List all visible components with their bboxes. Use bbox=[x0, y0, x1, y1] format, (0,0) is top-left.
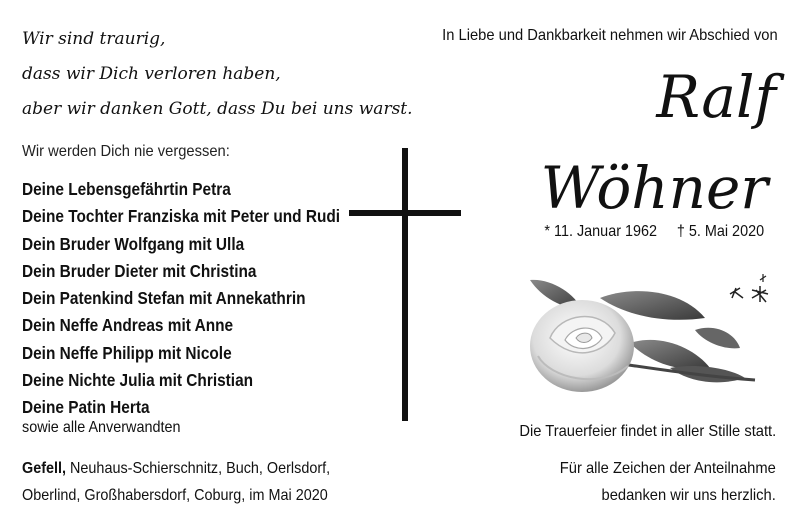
deceased-first-name: Ralf bbox=[656, 63, 776, 131]
cross-horizontal-bar bbox=[349, 210, 461, 216]
life-dates bbox=[544, 223, 764, 241]
never-forget-text: Wir werden Dich nie vergessen: bbox=[22, 143, 230, 160]
mourner-item: Deine Lebensgefährtin Petra bbox=[22, 179, 231, 199]
poem bbox=[22, 22, 413, 127]
mourner-item: Dein Bruder Wolfgang mit Ulla bbox=[22, 233, 245, 254]
rose-icon bbox=[520, 268, 790, 398]
funeral-note: Die Trauerfeier findet in aller Stille statt. bbox=[519, 423, 776, 440]
mourner-item: Dein Neffe Philipp mit Nicole bbox=[22, 342, 232, 363]
mourner-item: Dein Neffe Andreas mit Anne bbox=[22, 315, 234, 336]
thanks-note bbox=[560, 455, 776, 509]
mourners-list bbox=[22, 176, 342, 422]
place-line1: Neuhaus-Schierschnitz, Buch, Oerlsdorf, bbox=[66, 460, 331, 477]
farewell-intro: In Liebe und Dankbarkeit nehmen wir Abschied von bbox=[442, 27, 778, 44]
place-line2: Oberlind, Großhabersdorf, Coburg, im Mai 2020 bbox=[22, 487, 328, 504]
mourner-item: Deine Nichte Julia mit Christian bbox=[22, 370, 254, 391]
poem-line: Wir sind traurig, bbox=[22, 29, 166, 49]
cross-vertical-bar bbox=[402, 148, 408, 421]
thanks-line: Für alle Zeichen der Anteilnahme bbox=[559, 460, 776, 477]
birth-date: * 11. Januar 1962 bbox=[544, 223, 657, 240]
thanks-line: bedanken wir uns herzlich. bbox=[601, 487, 776, 504]
mourner-item: Deine Tochter Franziska mit Peter und Rudi bbox=[22, 206, 341, 227]
deceased-last-name: Wöhner bbox=[540, 154, 768, 222]
mourner-item: Deine Patin Herta bbox=[22, 397, 150, 418]
poem-line: dass wir Dich verloren haben, bbox=[22, 64, 281, 84]
place-town: Gefell, bbox=[22, 460, 67, 477]
death-date: † 5. Mai 2020 bbox=[676, 223, 764, 240]
poem-line: aber wir danken Gott, dass Du bei uns warst. bbox=[22, 99, 413, 119]
mourner-item: Dein Bruder Dieter mit Christina bbox=[22, 260, 257, 281]
mourner-item: Dein Patenkind Stefan mit Annekathrin bbox=[22, 288, 306, 309]
relatives-text: sowie alle Anverwandten bbox=[22, 419, 181, 436]
place-and-date bbox=[22, 455, 330, 509]
